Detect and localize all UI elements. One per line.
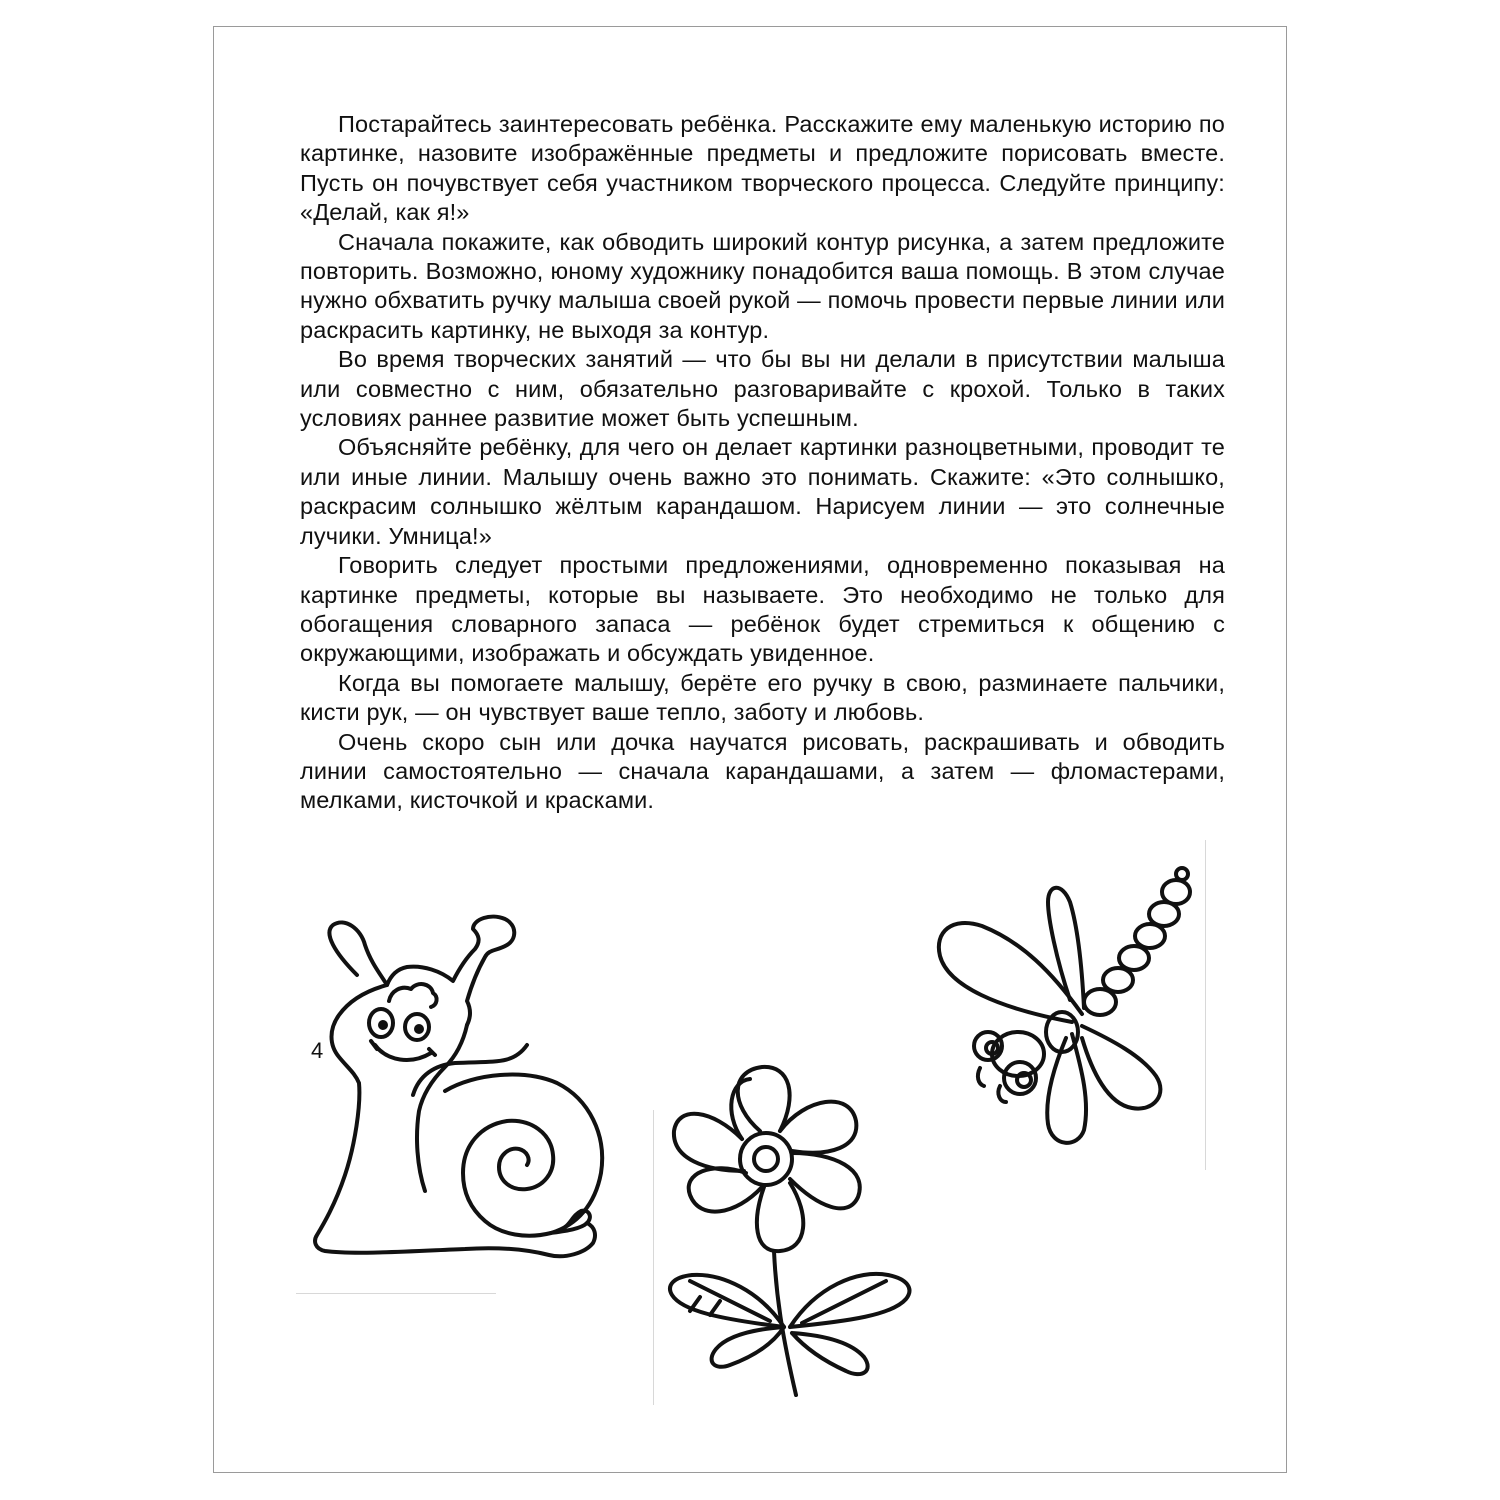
paragraph-1: Постарайтесь заинтересовать ребёнка. Расскажите ему маленькую историю по картинке, назовите изображённые предметы и предложите порисовать вместе. Пусть он почувствует себя участником творческого процесса. Следуйте принципу: «Делай, как я!» <box>300 111 1225 226</box>
paragraph-5: Говорить следует простыми предложениями, одновременно показывая на картинке предметы, которые вы называете. Это необходимо не только для обогащения словарного запаса — ребёнок будет стремиться к общению с окружающими, изображать и обсуждать увиденное. <box>300 552 1225 667</box>
page-number: 4 <box>311 1038 324 1063</box>
paragraph-3: Во время творческих занятий — что бы вы ни делали в присутствии малыша или совместно с ним, обязательно разговаривайте с крохой. Только в таких условиях раннее развитие может быть успешным. <box>300 346 1225 432</box>
paragraph-7: Очень скоро сын или дочка научатся рисовать, раскрашивать и обводить линии самостоятельно — сначала карандашами, а затем — фломастерами, мелками, кисточкой и красками. <box>300 728 1225 814</box>
scan-edge-line <box>1205 840 1206 1170</box>
paragraph-2: Сначала покажите, как обводить широкий контур рисунка, а затем предложите повторить. Возможно, юному художнику понадобится ваша помощь. В этом случае нужно обхватить ручку малыша своей рукой — помочь провести первые линии или раскрасить картинку, не выходя за контур. <box>300 228 1225 343</box>
paragraph-6: Когда вы помогаете малышу, берёте его ручку в свою, разминаете пальчики, кисти рук, — он чувствует ваше тепло, заботу и любовь. <box>300 669 1225 726</box>
snail-drawing <box>295 905 615 1295</box>
body-text <box>300 110 1225 816</box>
paragraph-4: Объясняйте ребёнку, для чего он делает картинки разноцветными, проводит те или иные линии. Малышу очень важно это понимать. Скажите: «Это солнышко, раскрасим солнышко жёлтым карандашом. Нарисуем линии — это солнечные лучики. Умница!» <box>300 434 1225 549</box>
scan-edge-line <box>653 1110 654 1405</box>
dragonfly-drawing <box>932 862 1202 1162</box>
flower-drawing <box>660 1065 920 1410</box>
